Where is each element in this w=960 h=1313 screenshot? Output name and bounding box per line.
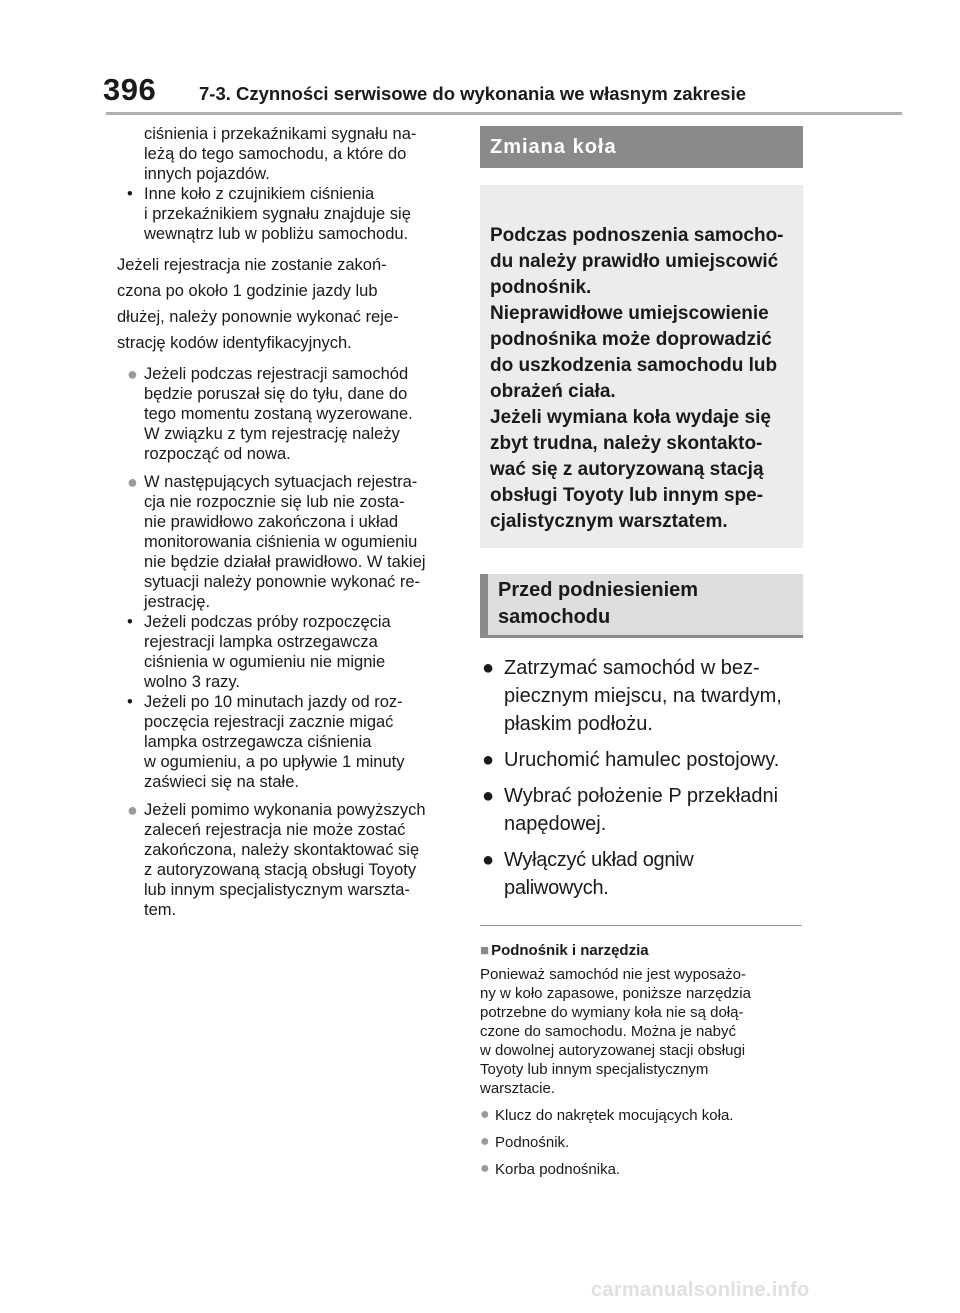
text-line: Przed podniesieniem: [498, 579, 699, 601]
text-line: dłużej, należy ponownie wykonać reje-: [117, 308, 399, 326]
text-line: i przekaźnikiem sygnału znajduje się: [144, 205, 411, 223]
text-line: tego momentu zostaną wyzerowane.: [144, 405, 413, 423]
bullet-marker: •: [127, 693, 133, 711]
text-line: strację kodów identyfikacyjnych.: [117, 334, 352, 352]
text-line: rozpocząć od nowa.: [144, 445, 291, 463]
text-line: ny w koło zapasowe, poniższe narzędzia: [480, 985, 751, 1002]
text-line: Podczas podnoszenia samocho-: [490, 225, 784, 246]
text-line: wać się z autoryzowaną stacją: [490, 459, 764, 480]
text-line: piecznym miejscu, na twardym,: [504, 685, 782, 707]
tools-heading-text: Podnośnik i narzędzia: [491, 942, 649, 959]
text-line: sytuacji należy ponownie wykonać re-: [144, 573, 421, 591]
dot-marker: ●: [480, 1160, 490, 1177]
text-line: nie będzie działał prawidłowo. W takiej: [144, 553, 426, 571]
text-line: samochodu: [498, 606, 611, 628]
text-line: ciśnienia w ogumieniu nie mignie: [144, 653, 386, 671]
text-line: wewnątrz lub w pobliżu samochodu.: [144, 225, 409, 243]
text-line: Jeżeli wymiana koła wydaje się: [490, 407, 771, 428]
text-line: obsługi Toyoty lub innym spe-: [490, 485, 764, 506]
warning-box: [480, 185, 803, 548]
text-line: innych pojazdów.: [144, 165, 270, 183]
text-line: Inne koło z czujnikiem ciśnienia: [144, 185, 375, 203]
text-line: zakończona, należy skontaktować się: [144, 841, 420, 859]
tools-heading: [480, 941, 803, 961]
text-line: jestrację.: [144, 593, 211, 611]
text-line: lampka ostrzegawcza ciśnienia: [144, 733, 372, 751]
bullet-item: [117, 612, 457, 692]
text-line: obrażeń ciała.: [490, 381, 616, 402]
text-line: Wybrać położenie P przekładni: [504, 785, 779, 807]
text-line: tem.: [144, 901, 177, 919]
text-line: płaskim podłożu.: [504, 713, 653, 735]
text-line: zbyt trudna, należy skontakto-: [490, 433, 763, 454]
dot-marker: ●: [480, 1133, 490, 1150]
text-line: leżą do tego samochodu, a które do: [144, 145, 407, 163]
text-line: Wyłączyć układ ogniw paliwowych.: [504, 849, 694, 899]
bullet-item: [117, 184, 457, 244]
text-line: Jeżeli pomimo wykonania powyższych: [144, 801, 426, 819]
watermark: carmanualsonline.info: [591, 1279, 810, 1301]
text-line: cja nie rozpocznie się lub nie zosta-: [144, 493, 405, 511]
list-item: [480, 654, 803, 738]
tools-paragraph: [480, 965, 803, 1098]
text-line: Toyoty lub innym specjalistycznym: [480, 1061, 709, 1078]
step-list: [480, 654, 803, 902]
text-line: du należy prawidło umiejscowić: [490, 251, 779, 272]
text-line: napędowej.: [504, 813, 607, 835]
square-marker: ■: [480, 942, 490, 959]
registration-paragraph: [117, 252, 457, 356]
dot-marker: ●: [127, 800, 138, 820]
text-line: wolno 3 razy.: [144, 673, 240, 691]
tool-item: [480, 1133, 803, 1152]
subsection-heading: [480, 574, 803, 638]
text-line: Zatrzymać samochód w bez-: [504, 657, 760, 679]
dot-marker: ●: [127, 472, 138, 492]
dot-item: [117, 364, 457, 464]
dot-marker: ●: [482, 785, 495, 807]
tool-item: [480, 1106, 803, 1125]
list-item: [480, 782, 803, 838]
text-line: monitorowania ciśnienia w ogumieniu: [144, 533, 418, 551]
text-line: Nieprawidłowe umiejscowienie: [490, 303, 769, 324]
bullet-item: [117, 692, 457, 792]
left-column: [117, 124, 457, 920]
text-line: w dowolnej autoryzowanej stacji obsługi: [480, 1042, 746, 1059]
text-line: warsztacie.: [480, 1080, 556, 1097]
text-line: w ogumieniu, a po upływie 1 minuty: [144, 753, 405, 771]
text-line: Jeżeli po 10 minutach jazdy od roz-: [144, 693, 403, 711]
text-line: Ponieważ samochód nie jest wyposażo-: [480, 966, 746, 983]
text-line: podnośnik.: [490, 277, 592, 298]
text-line: czona po około 1 godzinie jazdy lub: [117, 282, 378, 300]
dot-marker: ●: [482, 749, 495, 771]
chapter-title: 7-3. Czynności serwisowe do wykonania we własnym zakresie: [199, 83, 746, 104]
text-line: podnośnika może doprowadzić: [490, 329, 772, 350]
text-line: Jeżeli podczas rejestracji samochód: [144, 365, 409, 383]
text-line: cjalistycznym warsztatem.: [490, 511, 728, 532]
list-item: [480, 846, 803, 902]
text-line: zaleceń rejestracja nie może zostać: [144, 821, 406, 839]
text-line: poczęcia rejestracji zacznie migać: [144, 713, 394, 731]
text-line: zaświeci się na stałe.: [144, 773, 299, 791]
text-line: potrzebne do wymiany koła nie są dołą-: [480, 1004, 744, 1021]
dot-marker: ●: [127, 364, 138, 384]
bullet-marker: •: [127, 185, 133, 203]
header-rule: [106, 112, 902, 115]
right-column: [480, 126, 803, 1179]
text-line: Jeżeli podczas próby rozpoczęcia: [144, 613, 391, 631]
section-rule: [480, 925, 802, 926]
text-line: czone do samochodu. Można je nabyć: [480, 1023, 736, 1040]
tool-text: Klucz do nakrętek mocujących koła.: [495, 1107, 734, 1124]
dot-marker: ●: [480, 1106, 490, 1123]
text-line: do uszkodzenia samochodu lub: [490, 355, 778, 376]
text-line: lub innym specjalistycznym warszta-: [144, 881, 410, 899]
text-line: W następujących sytuacjach rejestra-: [144, 473, 418, 491]
tool-item: [480, 1160, 803, 1179]
text-line: ciśnienia i przekaźnikami sygnału na-: [144, 125, 417, 143]
dot-marker: ●: [482, 657, 495, 679]
page-header: [0, 0, 960, 120]
text-line: W związku z tym rejestrację należy: [144, 425, 400, 443]
text-line: z autoryzowaną stacją obsługi Toyoty: [144, 861, 417, 879]
intro-paragraph: [117, 124, 457, 184]
text-line: Jeżeli rejestracja nie zostanie zakoń-: [117, 256, 387, 274]
text-line: Uruchomić hamulec postojowy.: [504, 749, 780, 771]
bullet-marker: •: [127, 613, 133, 631]
text-line: nie prawidłowo zakończona i układ: [144, 513, 399, 531]
tool-text: Podnośnik.: [495, 1134, 570, 1151]
dot-item: [117, 800, 457, 920]
text-line: rejestracji lampka ostrzegawcza: [144, 633, 378, 651]
dot-item: [117, 472, 457, 612]
list-item: [480, 746, 803, 774]
page-number: 396: [103, 72, 157, 107]
tool-text: Korba podnośnika.: [495, 1161, 621, 1178]
dot-marker: ●: [482, 849, 494, 871]
section-title-band: Zmiana koła: [480, 126, 803, 168]
text-line: będzie poruszał się do tyłu, dane do: [144, 385, 408, 403]
